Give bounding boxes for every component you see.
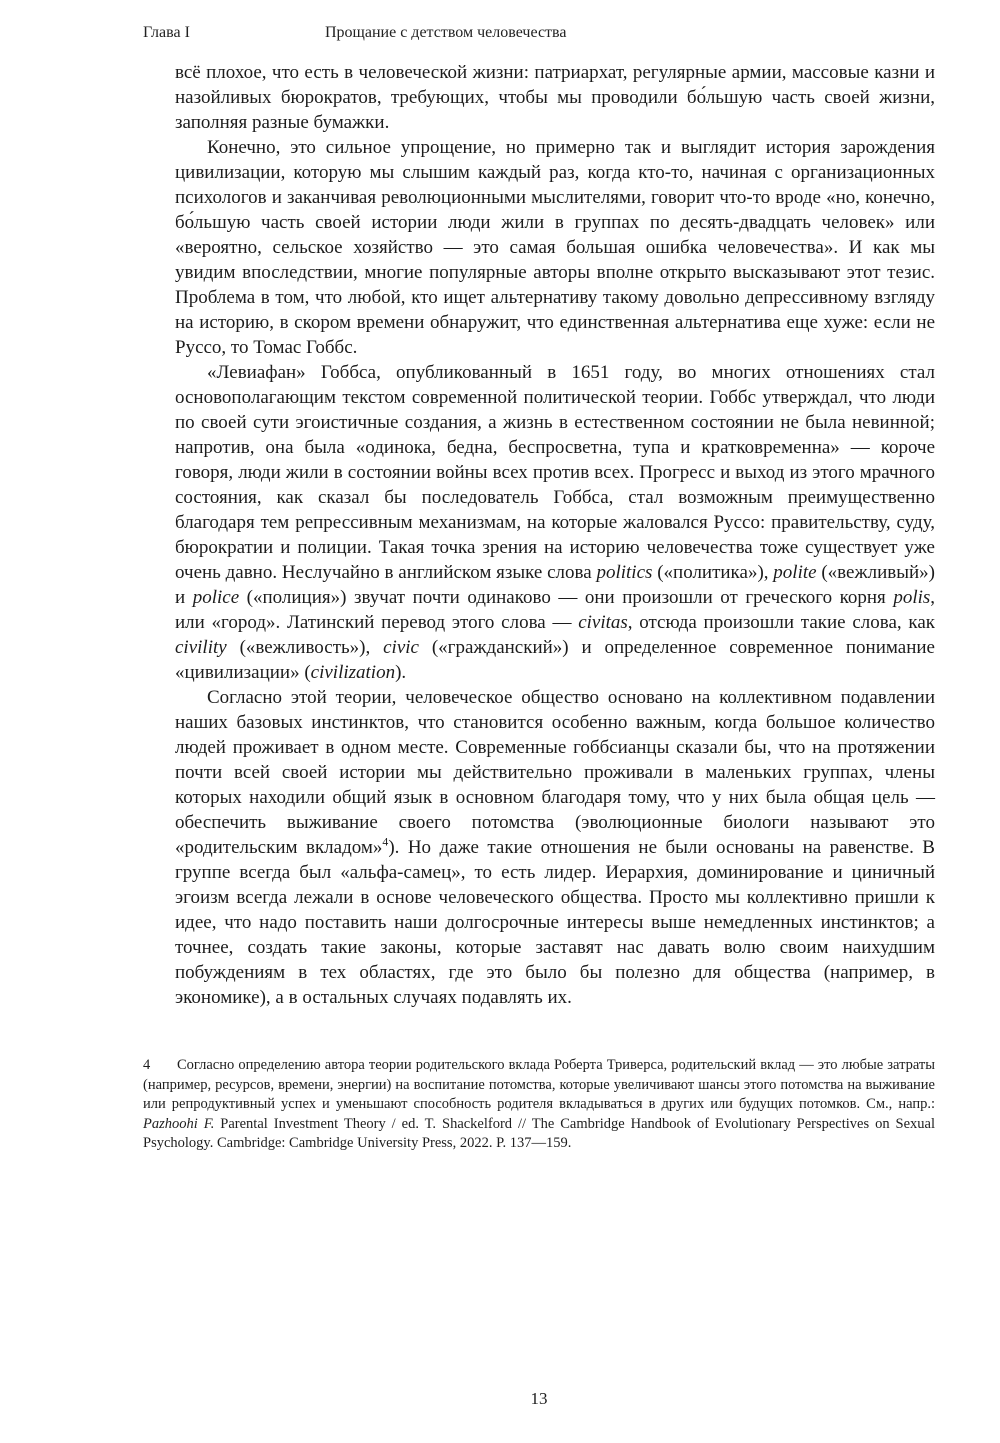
text-run: police	[192, 587, 240, 608]
text-run: civility	[175, 637, 227, 658]
text-run: ). Но даже такие отношения не были основаны на равенстве. В группе всегда был «альфа-самец», то есть лидер. Иерархия, доминирование и циничный эгоизм всегда лежали в основе человеческого общества. Просто мы коллективно пришли к идее, что надо поставить наши долгосрочные интересы выше немедленных инстинктов; а точнее, создать такие законы, которые заставят нас давать волю своим наихудшим побуждениям в тех областях, где это было бы полезно для общества (например, в экономике), а в остальных случаях подавлять их.	[175, 837, 935, 1008]
text-run: polis	[893, 587, 931, 608]
text-run: civitas	[578, 612, 628, 633]
text-run: всё плохое, что есть в человеческой жизни: патриархат, регулярные армии, массовые казни и назойливых бюрократов, требующих, чтобы мы проводили бо́льшую часть своей жизни, заполняя разные бумажки.	[175, 62, 935, 133]
paragraph	[175, 360, 935, 685]
paragraph	[175, 60, 935, 135]
footnote-text	[143, 1057, 935, 1151]
text-run: , или «город». Латинский перевод этого слова —	[175, 587, 936, 633]
chapter-title: Прощание с детством человечества	[325, 24, 567, 41]
text-run: Согласно определению автора теории родительского вклада Роберта Триверса, родительский вклад — это любые затраты (например, ресурсов, времени, энергии) на воспитание потомства, которые увеличивают шансы этого потомства на выживание или репродуктивный успех и уменьшают способность родителя вкладываться в других или будущих потомков. См., напр.:	[143, 1057, 935, 1113]
text-run: civic	[383, 637, 419, 658]
text-run: («вежливый») и	[175, 562, 935, 608]
text-run: ).	[395, 662, 407, 683]
text-run: («политика»),	[652, 562, 774, 583]
text-run: Pazhoohi F.	[143, 1115, 215, 1132]
paragraph	[175, 685, 935, 1010]
footnote-reference: 4	[382, 835, 389, 849]
text-run: («гражданский») и определенное современное понимание «цивилизации» (	[175, 637, 935, 683]
text-run: polite	[773, 562, 817, 583]
text-run: politics	[596, 562, 653, 583]
footnote	[143, 1056, 935, 1154]
chapter-label: Глава I	[143, 24, 190, 41]
text-run: Конечно, это сильное упрощение, но примерно так и выглядит история зарождения цивилизации, которую мы слышим каждый раз, когда кто-то, начиная с организационных психологов и заканчивая революционными мыслителями, говорит что-то вроде «но, конечно, бо́льшую часть своей истории люди жили в группах по десять-двадцать человек» или «вероятно, сельское хозяйство — это самая большая ошибка человечества». И как мы увидим впоследствии, многие популярные авторы вполне открыто высказывают этот тезис. Проблема в том, что любой, кто ищет альтернативу такому довольно депрессивному взгляду на историю, в скором времени обнаружит, что единственная альтернатива еще хуже: если не Руссо, то Томас Гоббс.	[175, 137, 935, 358]
text-run: Согласно этой теории, человеческое общество основано на коллективном подавлении наших базовых инстинктов, что становится особенно важным, когда большое количество людей проживает в одном месте. Современные гоббсианцы сказали бы, что на протяжении почти всей своей истории мы действительно проживали в маленьких группах, члены которых находили общий язык в основном благодаря тому, что у них была общая цель — обеспечить выживание своего потомства (эволюционные биологи называют это «родительским вкладом»	[175, 687, 935, 858]
text-run: «Левиафан» Гоббса, опубликованный в 1651 году, во многих отношениях стал основополагающим текстом современной политической теории. Гоббс утверждал, что люди по своей сути эгоистичные создания, а жизнь в естественном состоянии не была невинной; напротив, она была «одинока, бедна, беспросветна, тупа и кратковременна» — короче говоря, люди жили в состоянии войны всех против всех. Прогресс и выход из этого мрачного состояния, как сказал бы последователь Гоббса, стал возможным преимущественно благодаря тем репрессивным механизмам, на которые жаловался Руссо: правительству, суду, бюрократии и полиции. Такая точка зрения на историю человечества тоже существует уже очень давно. Неслучайно в английском языке слова	[175, 362, 935, 583]
page-content	[143, 24, 935, 1154]
paragraph	[175, 135, 935, 360]
running-head	[143, 24, 935, 45]
page-number: 13	[530, 1389, 548, 1408]
body-text	[175, 60, 935, 1010]
text-run: Parental Investment Theory / ed. T. Shackelford // The Cambridge Handbook of Evolutionary Perspectives on Sexual Psychology. Cambridge: Cambridge University Press, 2022. P. 137—159.	[143, 1115, 935, 1152]
text-run: , отсюда произошли такие слова, как	[627, 612, 935, 633]
text-run: civilization	[310, 662, 396, 683]
text-run: («вежливость»),	[226, 637, 384, 658]
footnote-marker: 4	[143, 1057, 151, 1073]
text-run: («полиция») звучат почти одинаково — они произошли от греческого корня	[239, 587, 894, 608]
